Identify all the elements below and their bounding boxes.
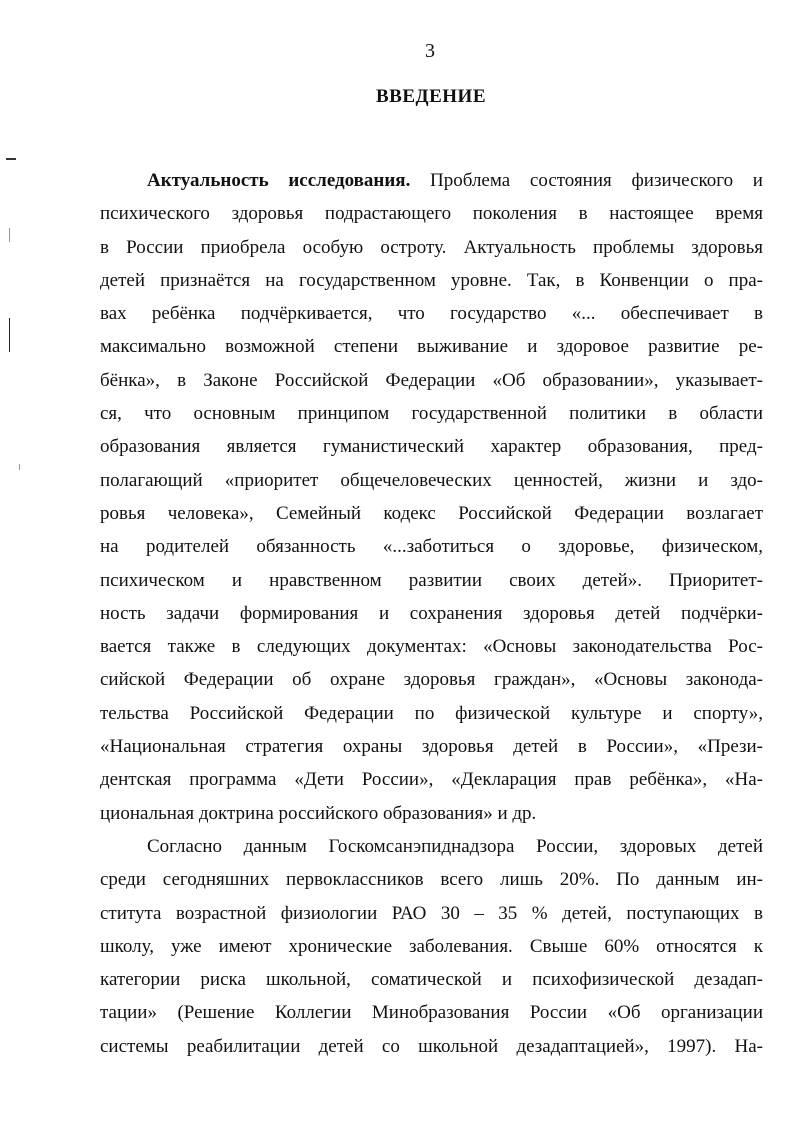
- lead-phrase: Актуальность исследования.: [147, 170, 411, 191]
- text-line: психическом и нравственном развитии своих детей». Приоритет-: [100, 569, 763, 591]
- section-heading: ВВЕДЕНИЕ: [376, 86, 486, 107]
- text-line: Проблема состояния физического и: [410, 170, 763, 191]
- text-line: тельства Российской Федерации по физической культуре и спорту»,: [100, 702, 763, 724]
- page-number: 3: [425, 40, 435, 62]
- text-line: ность задачи формирования и сохранения здоровья детей подчёрки-: [100, 602, 763, 624]
- text-line: вается также в следующих документах: «Основы законодательства Рос-: [100, 636, 763, 658]
- text-line: сийской Федерации об охране здоровья граждан», «Основы законода-: [100, 669, 763, 691]
- text-line: в России приобрела особую остроту. Актуальность проблемы здоровья: [100, 236, 763, 258]
- paragraph-statistics: [100, 830, 763, 1063]
- text-line: категории риска школьной, соматической и психофизической дезадап-: [100, 969, 763, 991]
- text-line: ся, что основным принципом государственной политики в области: [100, 403, 763, 425]
- text-line: детей признаётся на государственном уровне. Так, в Конвенции о пра-: [100, 269, 763, 291]
- text-line: школу, уже имеют хронические заболевания. Свыше 60% относятся к: [100, 935, 763, 957]
- scan-mark: [9, 228, 10, 242]
- text-line: тации» (Решение Коллегии Минобразования России «Об организации: [100, 1002, 763, 1024]
- text-line: среди сегодняшних первоклассников всего лишь 20%. По данным ин-: [100, 869, 763, 891]
- text-line: образования является гуманистический характер образования, пред-: [100, 436, 763, 458]
- text-line: ститута возрастной физиологии РАО 30 – 35 % детей, поступающих в: [100, 902, 763, 924]
- text-line: «Национальная стратегия охраны здоровья детей в России», «Прези-: [100, 736, 763, 758]
- text-line: ровья человека», Семейный кодекс Российской Федерации возлагает: [100, 502, 763, 524]
- text-line: системы реабилитации детей со школьной дезадаптацией», 1997). На-: [100, 1035, 763, 1057]
- paragraph-relevance: [100, 164, 763, 830]
- text-line: полагающий «приоритет общечеловеческих ценностей, жизни и здо-: [100, 469, 763, 491]
- scan-mark: [9, 318, 10, 352]
- paragraph-first-line: [100, 164, 763, 197]
- scan-mark: [19, 464, 20, 470]
- text-line: Согласно данным Госкомсанэпиднадзора России, здоровых детей: [147, 836, 763, 857]
- scan-mark: [6, 158, 16, 160]
- text-line: психического здоровья подрастающего поколения в настоящее время: [100, 203, 763, 225]
- text-line: циональная доктрина российского образования» и др.: [100, 802, 537, 824]
- text-line: на родителей обязанность «...заботиться о здоровье, физическом,: [100, 536, 763, 558]
- text-line: вах ребёнка подчёркивается, что государство «... обеспечивает в: [100, 303, 763, 325]
- text-line: бёнка», в Законе Российской Федерации «Об образовании», указывает-: [100, 369, 763, 391]
- text-line: дентская программа «Дети России», «Декларация прав ребёнка», «На-: [100, 769, 763, 791]
- text-line: максимально возможной степени выживание и здоровое развитие ре-: [100, 336, 763, 358]
